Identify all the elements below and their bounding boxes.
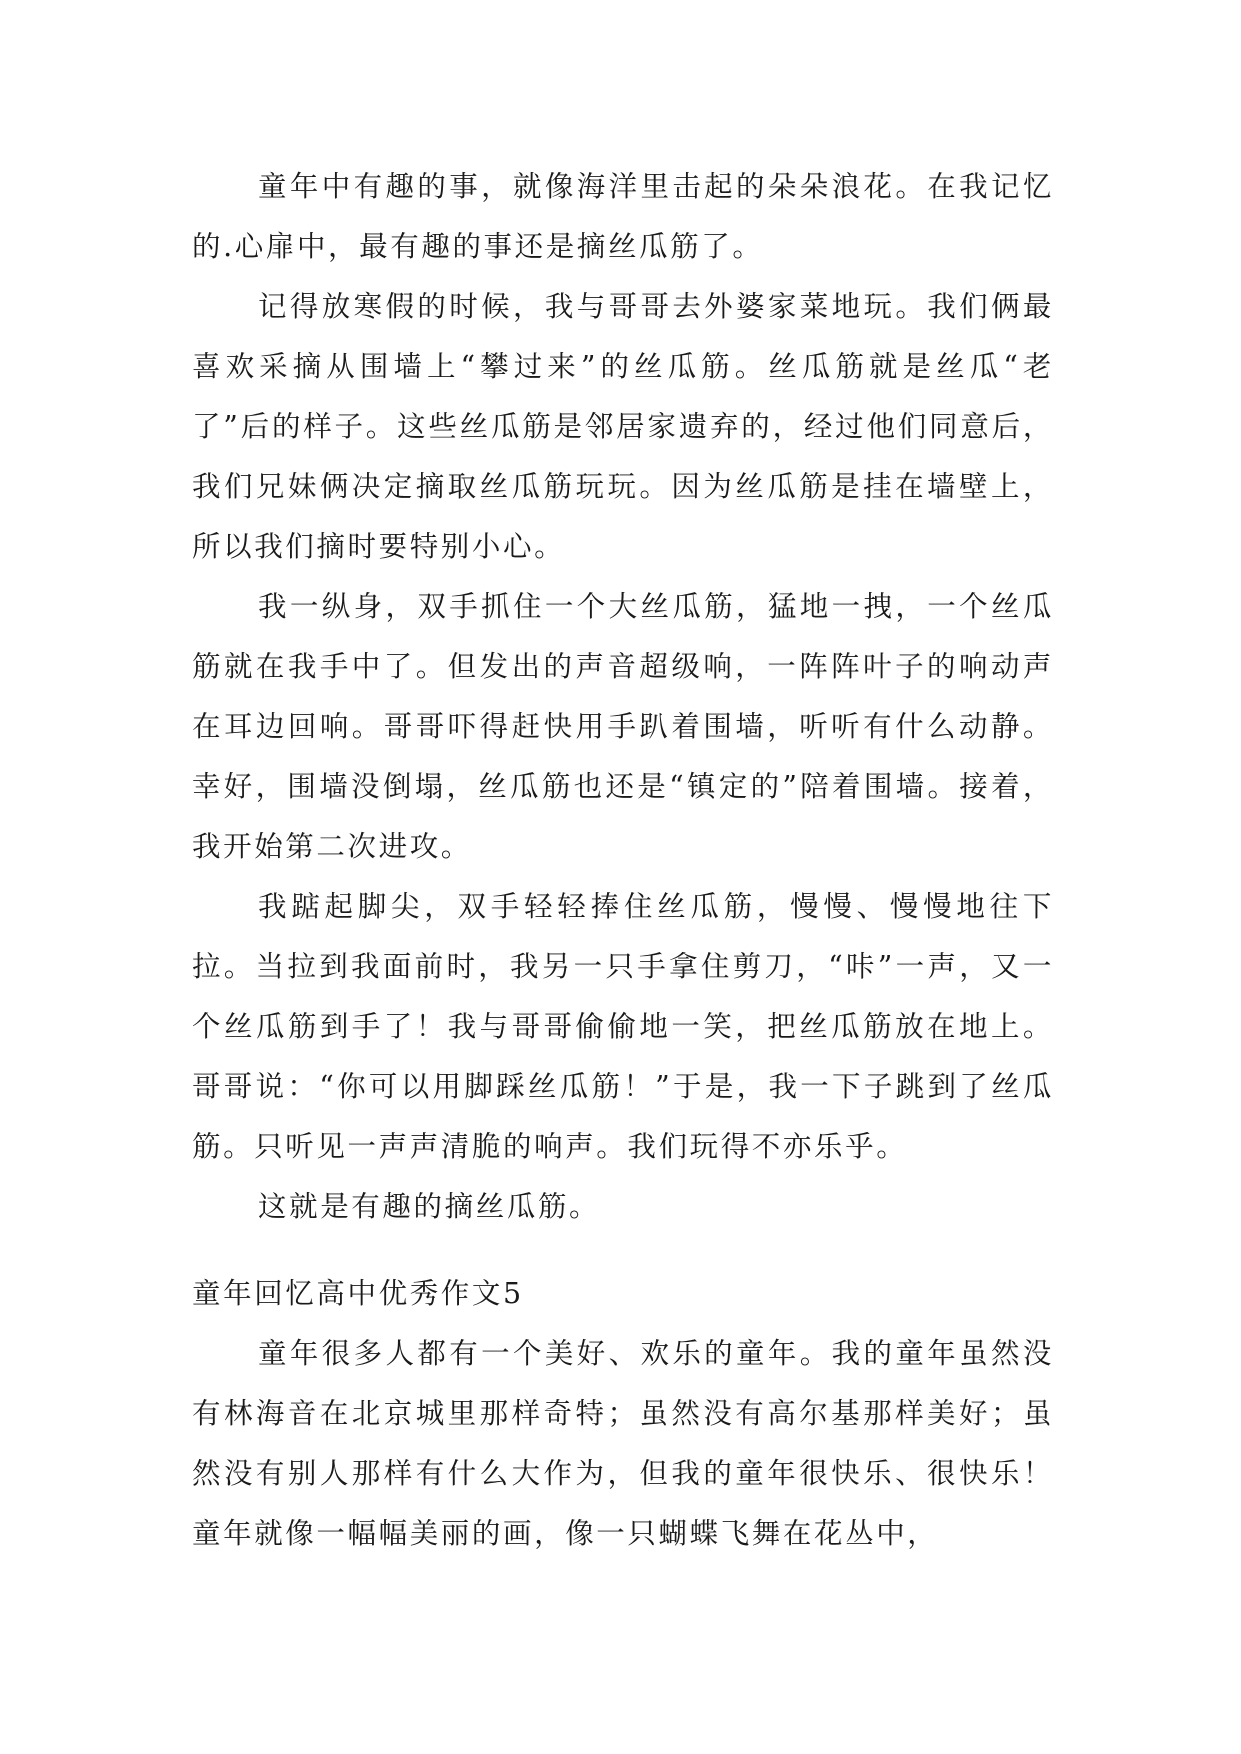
- essay-body: [192, 157, 1054, 1237]
- essay-paragraph: 我一纵身，双手抓住一个大丝瓜筋，猛地一拽，一个丝瓜筋就在我手中了。但发出的声音超级响，一阵阵叶子的响动声在耳边回响。哥哥吓得赶快用手趴着围墙，听听有什么动静。幸好，围墙没倒塌，丝瓜筋也还是“镇定的”陪着围墙。接着，我开始第二次进攻。: [192, 590, 1054, 863]
- essay-paragraph: 记得放寒假的时候，我与哥哥去外婆家菜地玩。我们俩最喜欢采摘从围墙上“攀过来”的丝瓜筋。丝瓜筋就是丝瓜“老了”后的样子。这些丝瓜筋是邻居家遗弃的，经过他们同意后，我们兄妹俩决定摘取丝瓜筋玩玩。因为丝瓜筋是挂在墙壁上，所以我们摘时要特别小心。: [192, 290, 1054, 563]
- essay-paragraph: 童年很多人都有一个美好、欢乐的童年。我的童年虽然没有林海音在北京城里那样奇特；虽然没有高尔基那样美好；虽然没有别人那样有什么大作为，但我的童年很快乐、很快乐！童年就像一幅幅美丽的画，像一只蝴蝶飞舞在花丛中，: [192, 1337, 1054, 1550]
- section-title: 童年回忆高中优秀作文5: [192, 1277, 524, 1310]
- essay-paragraph: 童年中有趣的事，就像海洋里击起的朵朵浪花。在我记忆的.心扉中，最有趣的事还是摘丝瓜筋了。: [192, 170, 1054, 263]
- essay-paragraph: 这就是有趣的摘丝瓜筋。: [258, 1190, 601, 1223]
- section-body: [192, 1324, 1054, 1564]
- essay-paragraph: 我踮起脚尖，双手轻轻捧住丝瓜筋，慢慢、慢慢地往下拉。当拉到我面前时，我另一只手拿住剪刀，“咔”一声，又一个丝瓜筋到手了！我与哥哥偷偷地一笑，把丝瓜筋放在地上。哥哥说：“你可以用脚踩丝瓜筋！”于是，我一下子跳到了丝瓜筋。只听见一声声清脆的响声。我们玩得不亦乐乎。: [192, 890, 1054, 1163]
